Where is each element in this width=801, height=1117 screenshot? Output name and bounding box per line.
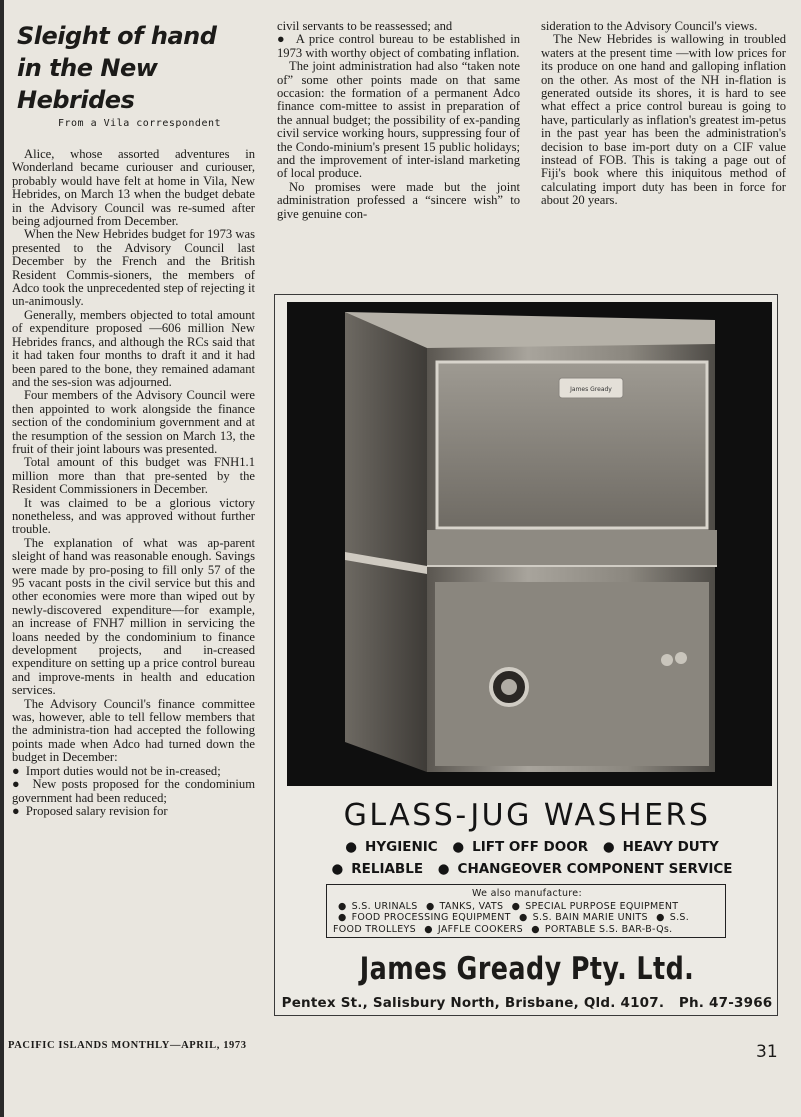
product-item: ● PORTABLE S.S. BAR-B-Qs. [526, 924, 672, 935]
product-item: FOOD TROLLEYS [333, 923, 416, 935]
article-paragraph: sideration to the Advisory Council's views. [541, 19, 758, 33]
article-paragraph: No promises were made but the joint administration professed a “sincere wish” to give genuine con- [277, 179, 520, 221]
article-paragraph: When the New Hebrides budget for 1973 was presented to the Advisory Council last December by the French and the British Resident Commis-sioners, the members of Adco took the unprecedented step of rejecting it un-animously. [12, 227, 255, 309]
article-byline: From a Vila correspondent [58, 118, 222, 129]
article-column-3 [541, 20, 786, 208]
article-paragraph: The Advisory Council's finance committee was, however, able to tell fellow members that the administra-tion had accepted the following points made when Adco had turned down the budget in December: [12, 696, 255, 765]
company-name: James Gready Pty. Ltd. [359, 951, 695, 987]
phone-number: Ph. 47-3966 [678, 995, 773, 1011]
also-manufacture-box [326, 884, 726, 938]
washer-product-photo [287, 302, 772, 786]
ad-features-line-2 [275, 861, 779, 877]
product-item: ● SPECIAL PURPOSE EQUIPMENT [507, 901, 679, 912]
feature-lift-off-door: ● LIFT OFF DOOR [442, 839, 588, 855]
article-paragraph: The joint administration had also “taken note of” some other points made on that same occasion: the formation of a permanent Adco finance com-mittee to assist in preparation of the annual budget; the possibility of ex-panding civil service working hours, suppressing four of the Condo-minium's present 15 public holidays; and the improvement of inter-island marketing of local produce. [277, 59, 520, 181]
page-number: 31 [756, 1042, 778, 1062]
bullet-paragraph: ● New posts proposed for the condominium government had been reduced; [12, 778, 255, 805]
article-paragraph: Four members of the Advisory Council were then appointed to work alongside the finance section of the condominium government and at the resumption of the session on March 13, the fruit of their joint labours was presented. [12, 388, 255, 456]
headline-line-2: in the New [17, 54, 158, 82]
product-item: ● S.S. BAIN MARIE UNITS [514, 912, 648, 923]
article-paragraph: The New Hebrides is wallowing in troubled waters at the present time —with low prices for its produce on one hand and galloping inflation on the other. As most of the NH in-flation is generated outside its shores, it is hard to see what effect a price control bureau is going to have, particularly as inflation's greatest im-petus in the past year has been the administration's decision to base im-port duty on a CIF value instead of FOB. This is taking a page out of Fiji's book where this iniquitous method of calculating import duty has been in force for about 20 years. [541, 32, 786, 208]
feature-hygienic: ● HYGIENIC [335, 839, 437, 855]
headline-line-3: Hebrides [17, 86, 135, 114]
bullet-paragraph: ● Proposed salary revision for [12, 805, 255, 818]
article-headline [17, 20, 247, 116]
product-item: ● FOOD PROCESSING EQUIPMENT [333, 912, 511, 923]
headline-line-1: Sleight of hand [17, 22, 217, 50]
product-item: ● TANKS, VATS [421, 901, 503, 912]
article-paragraph: The explanation of what was ap-parent sleight of hand was reasonable enough. Savings were made by pro-posing to fill only 57 of the 95 vacant posts in the civil service but this and other economies were more than wiped out by newly-discovered expenditure—for example, an increase of FNH7 million in servicing the loans needed by the condominium to finance development projects, and in-creased expenditure on setting up a price control bureau and improve-ments in health and education services. [12, 535, 255, 698]
page-binding-edge [0, 0, 4, 1117]
publication-footer: PACIFIC ISLANDS MONTHLY—APRIL, 1973 [8, 1040, 247, 1051]
bullet-paragraph: ● A price control bureau to be established in 1973 with worthy object of combating inflation. [277, 33, 520, 60]
feature-reliable: ● RELIABLE [321, 861, 423, 877]
feature-heavy-duty: ● HEAVY DUTY [593, 839, 719, 855]
product-item: ● S.S. [651, 912, 689, 923]
also-manufacture-line-3 [333, 924, 721, 936]
product-item: ● S.S. URINALS [333, 901, 418, 912]
glass-jug-washer-illustration [287, 302, 772, 786]
bullet-paragraph: ● Import duties would not be in-creased; [12, 765, 255, 778]
company-address [275, 995, 779, 1011]
street-address: Pentex St., Salisbury North, Brisbane, Qld. 4107. [281, 995, 665, 1011]
appliance-badge: James Gready [570, 386, 612, 393]
article-paragraph: Total amount of this budget was FNH1.1 million more than that pre-sented by the Resident Commissioners in December. [12, 455, 255, 497]
advertisement [274, 294, 778, 1016]
product-item: ● JAFFLE COOKERS [419, 924, 523, 935]
ad-features-line-1 [275, 839, 779, 855]
also-manufacture-line-2 [333, 912, 721, 924]
ad-title: GLASS-JUG WASHERS [343, 798, 711, 833]
article-column-1 [12, 148, 255, 818]
article-paragraph: It was claimed to be a glorious victory nonetheless, and was approved without further trouble. [12, 495, 255, 537]
article-paragraph: civil servants to be reassessed; and [277, 19, 453, 33]
feature-changeover-service: ● CHANGEOVER COMPONENT SERVICE [428, 861, 733, 877]
also-manufacture-line-1 [333, 901, 721, 913]
article-paragraph: Alice, whose assorted adventures in Wonderland became curiouser and curiouser, probably would have felt at home in Vila, New Hebrides, on March 13 when the budget debate in the Advisory Council was re-sumed after being adjourned from December. [12, 147, 255, 229]
article-column-2 [277, 20, 520, 221]
also-manufacture-title: We also manufacture: [472, 888, 582, 899]
article-paragraph: Generally, members objected to total amount of expenditure proposed —606 million New Hebrides francs, and although the RCs said that it had taken four months to draft it and it had been pared to the bone, they remained adamant and the ses-sion was adjourned. [12, 307, 255, 389]
